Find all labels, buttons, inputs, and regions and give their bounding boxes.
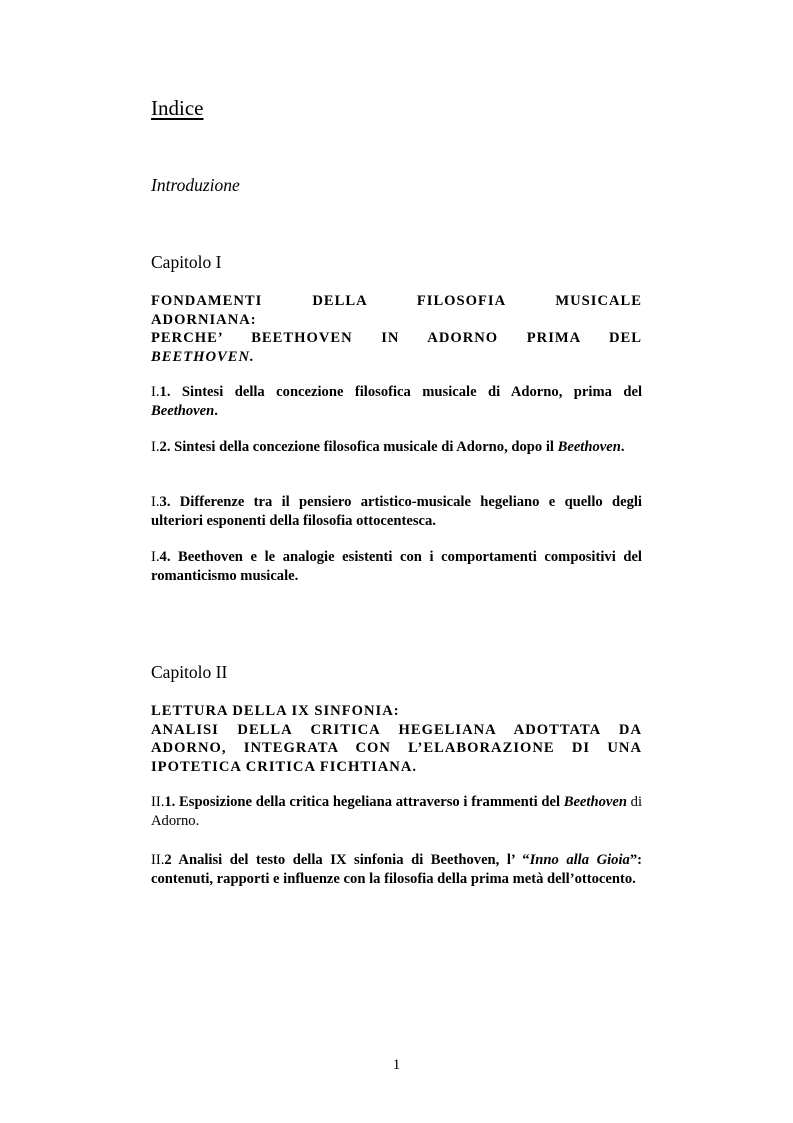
chapter-1-title-line: PERCHE’ BEETHOVEN IN ADORNO PRIMA DEL [151,330,642,346]
section-text-italic: Beethoven [151,402,215,419]
chapter-2-title-line: IPOTETICA CRITICA FICHTIANA. [151,758,418,775]
section-2-2 [151,851,642,888]
chapter-1-title [151,292,642,366]
section-number: II. [151,794,165,810]
section-number: I. [151,439,160,455]
chapter-1-title-line: FONDAMENTI DELLA FILOSOFIA MUSICALE [151,293,642,309]
chapter-2-title-line: ADORNO, INTEGRATA CON L’ELABORAZIONE DI UNA [151,740,642,756]
chapter-1-title-line: BEETHOVEN. [151,348,255,365]
section-text: 2. Sintesi della concezione filosofica musicale di Adorno, dopo il [159,439,558,455]
chapter-2-title-line: ANALISI DELLA CRITICA HEGELIANA ADOTTATA DA [151,721,642,738]
section-1-4 [151,548,642,585]
section-text: 4. Beethoven e le analogie esistenti con i comportamenti compositivi del romanticismo musicale. [151,549,642,584]
page-title: Indice [151,96,204,120]
section-2-1 [151,793,642,830]
section-number: I. [151,384,160,400]
section-text-italic: Beethoven [557,439,621,455]
chapter-2-title-line: LETTURA DELLA IX SINFONIA: [151,703,400,719]
section-text: . [214,402,218,419]
page-number: 1 [392,1057,401,1073]
section-text: 3. Differenze tra il pensiero artistico-musicale hegeliano e quello degli ulteriori esponenti della filosofia ottocentesca. [151,494,642,529]
section-text-italic: Beethoven [563,794,627,810]
section-text: ”: contenuti, rapporti e influenze con la filosofia della prima metà dell’ottocento. [151,852,643,887]
chapter-2-title [151,702,642,776]
section-text: di Adorno. [151,794,643,829]
section-1-2 [151,438,642,457]
section-1-3 [151,493,642,530]
section-text: 1. Esposizione della critica hegeliana attraverso i frammenti del [164,794,564,810]
section-text-italic: Inno alla Gioia [529,852,630,868]
section-text: 2 Analisi del testo della IX sinfonia di Beethoven, l’ “ [164,852,530,868]
section-text: 1. Sintesi della concezione filosofica musicale di Adorno, prima del [159,384,642,400]
section-number: I. [151,494,160,510]
section-number: II. [151,852,165,868]
section-text: . [620,439,625,455]
section-1-1 [151,383,642,420]
chapter-1-title-line: ADORNIANA: [151,311,257,328]
section-number: I. [151,549,160,565]
chapter-2-heading: Capitolo II [151,662,228,682]
introduction-heading: Introduzione [151,175,240,195]
chapter-1-heading: Capitolo I [151,252,222,272]
